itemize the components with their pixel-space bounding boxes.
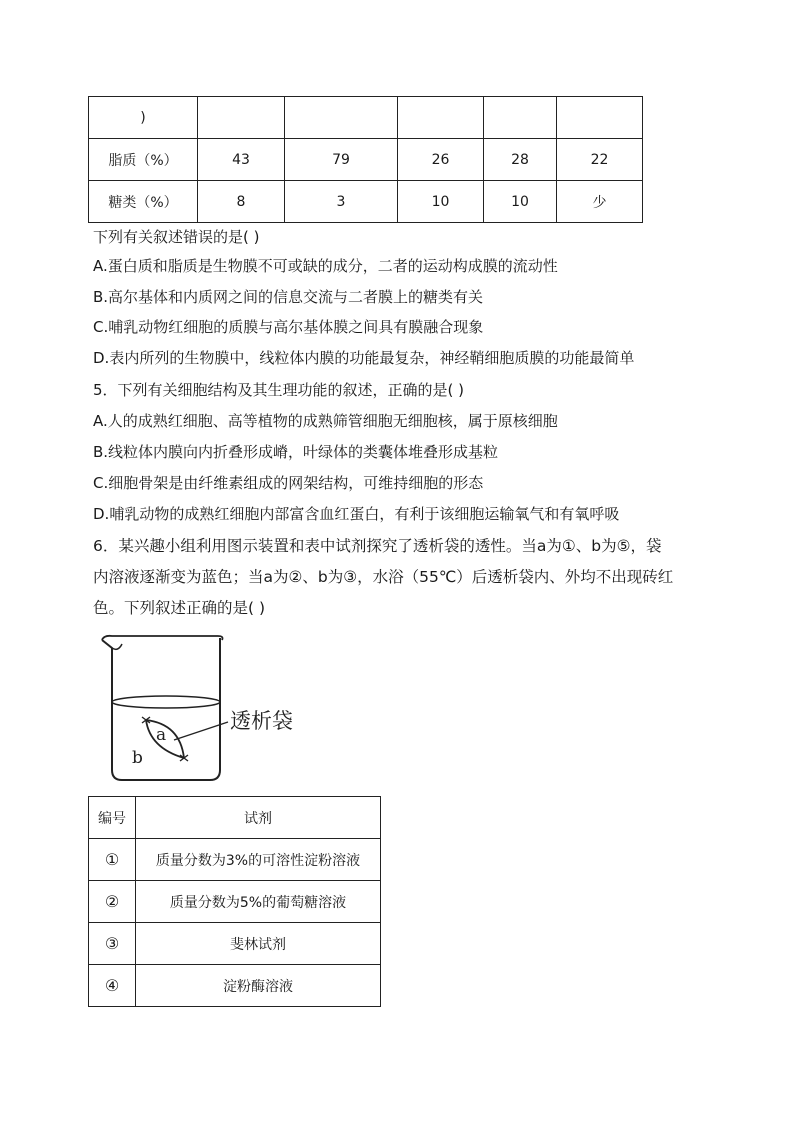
table-header-row — [89, 797, 381, 839]
table-cell — [198, 97, 285, 139]
option-c[interactable]: C.细胞骨架是由纤维素组成的网架结构，可维持细胞的形态 — [93, 474, 484, 492]
question-stem-line-1: 6．某兴趣小组利用图示装置和表中试剂探究了透析袋的透性。当a为①、b为⑤，袋 — [93, 537, 662, 555]
table-cell — [484, 97, 557, 139]
water-surface — [112, 696, 220, 708]
table-row — [89, 97, 643, 139]
reagent-name: 斐林试剂 — [136, 923, 381, 965]
table-cell: 10 — [398, 181, 484, 223]
option-d[interactable]: D.表内所列的生物膜中，线粒体内膜的功能最复杂，神经鞘细胞质膜的功能最简单 — [93, 349, 635, 367]
table-cell: 10 — [484, 181, 557, 223]
membrane-composition-table — [88, 96, 643, 223]
dialysis-bag-label: 透析袋 — [230, 709, 293, 733]
label-a: a — [156, 725, 167, 745]
beaker-rim — [102, 636, 223, 640]
option-c[interactable]: C.哺乳动物红细胞的质膜与高尔基体膜之间具有膜融合现象 — [93, 318, 484, 336]
option-b[interactable]: B.高尔基体和内质网之间的信息交流与二者膜上的糖类有关 — [93, 288, 484, 306]
reagent-name: 质量分数为3%的可溶性淀粉溶液 — [136, 839, 381, 881]
reagent-number: ③ — [89, 923, 136, 965]
table-cell: 79 — [285, 139, 398, 181]
row-label: 糖类（%） — [89, 181, 198, 223]
table-cell: 8 — [198, 181, 285, 223]
header-number: 编号 — [89, 797, 136, 839]
beaker-spout — [112, 644, 122, 649]
question-stem: 5．下列有关细胞结构及其生理功能的叙述，正确的是( ) — [93, 381, 465, 399]
header-reagent: 试剂 — [136, 797, 381, 839]
question-stem-line-3: 色。下列叙述正确的是( ) — [93, 599, 266, 617]
table-row — [89, 139, 643, 181]
option-a[interactable]: A.蛋白质和脂质是生物膜不可或缺的成分，二者的运动构成膜的流动性 — [93, 257, 558, 275]
table-cell: 26 — [398, 139, 484, 181]
beaker-outline — [102, 638, 220, 780]
table-cell: 少 — [557, 181, 643, 223]
table-cell: 3 — [285, 181, 398, 223]
option-d[interactable]: D.哺乳动物的成熟红细胞内部富含血红蛋白，有利于该细胞运输氧气和有氧呼吸 — [93, 505, 620, 523]
table-cell: 43 — [198, 139, 285, 181]
table-row — [89, 881, 381, 923]
table-cell — [285, 97, 398, 139]
table-cell: 22 — [557, 139, 643, 181]
reagent-name: 质量分数为5%的葡萄糖溶液 — [136, 881, 381, 923]
row-label: ) — [89, 97, 198, 139]
beaker-diagram — [90, 630, 320, 785]
table-cell — [398, 97, 484, 139]
option-b[interactable]: B.线粒体内膜向内折叠形成嵴，叶绿体的类囊体堆叠形成基粒 — [93, 443, 499, 461]
table-row — [89, 181, 643, 223]
row-label: 脂质（%） — [89, 139, 198, 181]
reagent-number: ① — [89, 839, 136, 881]
table-cell: 28 — [484, 139, 557, 181]
table-cell — [557, 97, 643, 139]
table-row — [89, 839, 381, 881]
reagent-number: ② — [89, 881, 136, 923]
reagent-name: 淀粉酶溶液 — [136, 965, 381, 1007]
reagent-table — [88, 796, 381, 1007]
question-stem-line-2: 内溶液逐渐变为蓝色；当a为②、b为③，水浴（55℃）后透析袋内、外均不出现砖红 — [93, 568, 674, 586]
label-b: b — [132, 748, 143, 768]
question-stem: 下列有关叙述错误的是( ) — [93, 228, 260, 246]
table-row — [89, 923, 381, 965]
option-a[interactable]: A.人的成熟红细胞、高等植物的成熟筛管细胞无细胞核，属于原核细胞 — [93, 412, 558, 430]
table-row — [89, 965, 381, 1007]
reagent-number: ④ — [89, 965, 136, 1007]
